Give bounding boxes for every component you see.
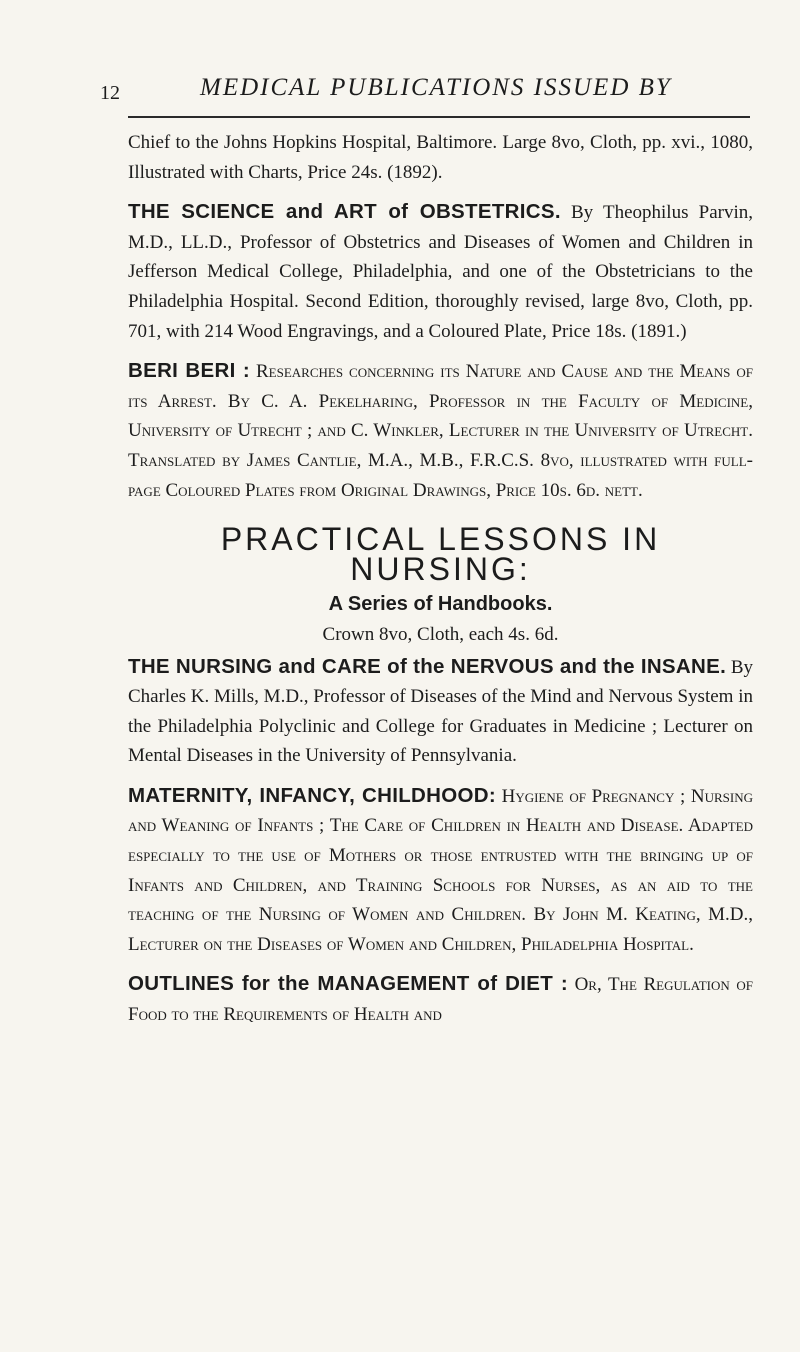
header-rule — [128, 116, 750, 118]
section-title: PRACTICAL LESSONS IN NURSING: — [220, 521, 661, 587]
entry-title: OUTLINES for the MANAGEMENT of DIET : — [128, 972, 568, 996]
running-head — [100, 74, 750, 114]
entry-beri-beri — [128, 356, 753, 505]
entry-title: MATERNITY, INFANCY, CHILDHOOD: — [128, 783, 496, 807]
entry-body: By Charles K. Mills, M.D., Professor of Diseases of the Mind and Nervous System in the Philadelphia Polyclinic and College for Graduates in Medicine ; Lecturer on Mental Diseases in the University of Pennsylvania. — [128, 656, 754, 767]
entry-title: THE NURSING and CARE of the NERVOUS and the INSANE. — [128, 654, 727, 678]
section-subtitle: A Series of Handbooks. — [328, 593, 553, 616]
entry-body: Researches concerning its Nature and Cause and the Means of its Arrest. By C. A. Pekelharing, Professor in the Faculty of Medicine, University of Utrecht ; and C. Winkler, Lecturer in the University of Utrecht. Translated by James Cantlie, M.A., M.B., F.R.C.S. 8vo, illustrated with full-page Coloured Plates from Original Drawings, Price 10s. 6d. nett. — [128, 361, 753, 501]
entry-title: BERI BERI : — [128, 359, 250, 383]
entry-body: Or, The Regulation of Food to the Requirements of Health and — [128, 974, 753, 1026]
entry-body: Hygiene of Pregnancy ; Nursing and Weaning of Infants ; The Care of Children in Health and Disease. Adapted especially to the use of Mothers or those entrusted with the bringing up of Infants and Children, and Training Schools for Nurses, as an aid to the teaching of the Nursing of Women and Children. By John M. Keating, M.D., Lecturer on the Diseases of Women and Children, Philadelphia Hospital. — [128, 785, 754, 955]
entry-diet — [128, 969, 753, 1029]
running-title: MEDICAL PUBLICATIONS ISSUED BY — [200, 74, 672, 101]
page-number: 12 — [100, 82, 120, 104]
section-note: Crown 8vo, Cloth, each 4s. 6d. — [322, 623, 559, 645]
entry-maternity — [128, 781, 753, 960]
entry-title: THE SCIENCE and ART of OBSTETRICS. — [128, 200, 561, 224]
entry-nervous-insane — [128, 652, 753, 771]
page-body — [128, 128, 753, 1030]
continuation-text: Chief to the Johns Hopkins Hospital, Baltimore. Large 8vo, Cloth, pp. xvi., 1080, Illustrated with Charts, Price 24s. (1892). — [128, 132, 753, 183]
entry-body: By Theophilus Parvin, M.D., LL.D., Professor of Obstetrics and Diseases of Women and Children in Jefferson Medical College, Philadelphia, and one of the Obstetricians to the Philadelphia Hospital. Second Edition, thoroughly revised, large 8vo, Cloth, pp. 701, with 214 Wood Engravings, and a Coloured Plate, Price 18s. (1891.) — [128, 202, 753, 342]
entry-obstetrics — [128, 197, 753, 346]
